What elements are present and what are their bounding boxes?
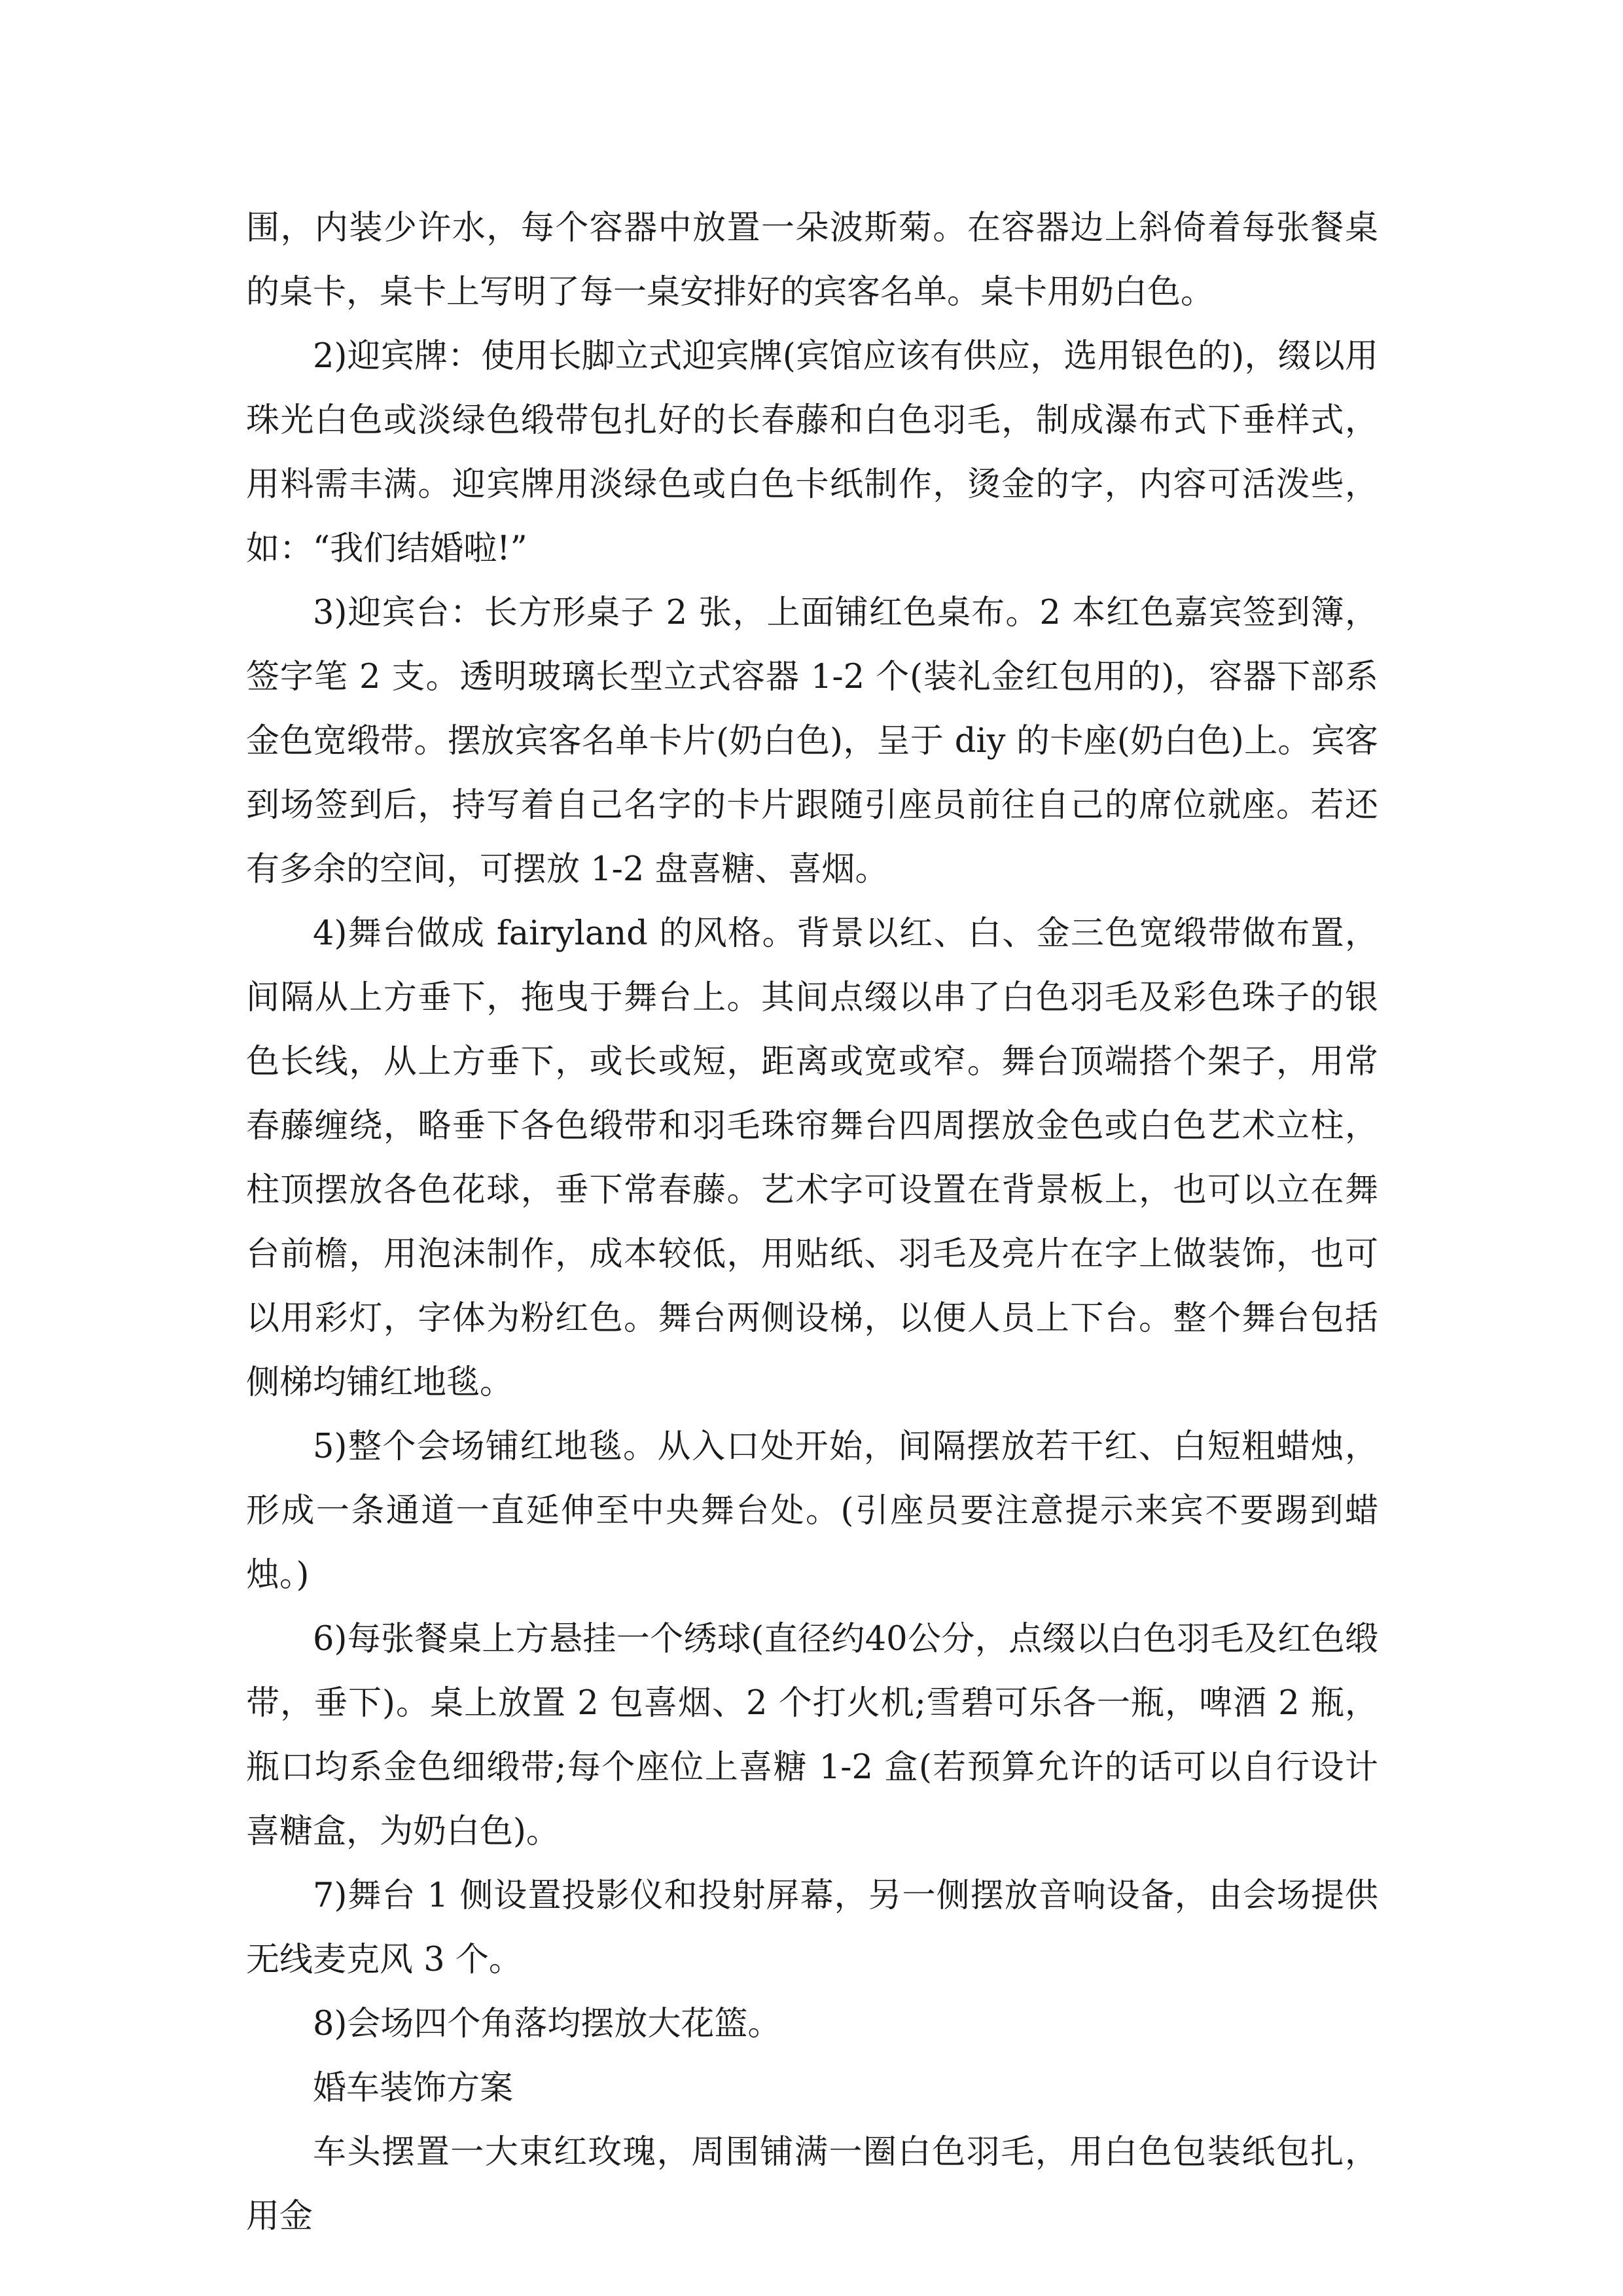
paragraph-table-decoration: 6)每张餐桌上方悬挂一个绣球(直径约40公分，点缀以白色羽毛及红色缎带，垂下)。桌上放置 2 包喜烟、2 个打火机;雪碧可乐各一瓶，啤酒 2 瓶，瓶口均系金色细缎带;每个座位上喜糖 1-2 盒(若预算允许的话可以自行设计喜糖盒，为奶白色)。: [246, 1620, 1378, 1851]
paragraph-av-equipment: 7)舞台 1 侧设置投影仪和投射屏幕，另一侧摆放音响设备，由会场提供无线麦克风 3 个。: [246, 1876, 1378, 1979]
document-body: [246, 196, 1378, 2249]
paragraph-stage-design: 4)舞台做成 fairyland 的风格。背景以红、白、金三色宽缎带做布置，间隔从上方垂下，拖曳于舞台上。其间点缀以串了白色羽毛及彩色珠子的银色长线，从上方垂下，或长或短，距离或宽或窄。舞台顶端搭个架子，用常春藤缠绕，略垂下各色缎带和羽毛珠帘舞台四周摆放金色或白色艺术立柱，柱顶摆放各色花球，垂下常春藤。艺术字可设置在背景板上，也可以立在舞台前檐，用泡沫制作，成本较低，用贴纸、羽毛及亮片在字上做装饰，也可以用彩灯，字体为粉红色。舞台两侧设梯，以便人员上下台。整个舞台包括侧梯均铺红地毯。: [246, 914, 1378, 1402]
paragraph-red-carpet: 5)整个会场铺红地毯。从入口处开始，间隔摆放若干红、白短粗蜡烛，形成一条通道一直延伸至中央舞台处。(引座员要注意提示来宾不要踢到蜡烛。): [246, 1427, 1378, 1594]
section-heading-wedding-car: 婚车装饰方案: [313, 2069, 514, 2108]
paragraph-wedding-car: 车头摆置一大束红玫瑰，周围铺满一圈白色羽毛，用白色包装纸包扎，用金: [246, 2133, 1378, 2236]
paragraph-flower-baskets: 8)会场四个角落均摆放大花篮。: [313, 2005, 781, 2043]
paragraph-reception-desk: 3)迎宾台：长方形桌子 2 张，上面铺红色桌布。2 本红色嘉宾签到簿，签字笔 2 支。透明玻璃长型立式容器 1-2 个(装礼金红包用的)，容器下部系金色宽缎带。摆放宾客名单卡片(奶白色)，呈于 diy 的卡座(奶白色)上。宾客到场签到后，持写着自己名字的卡片跟随引座员前往自己的席位就座。若还有多余的空间，可摆放 1-2 盘喜糖、喜烟。: [246, 594, 1378, 889]
paragraph-welcome-sign: 2)迎宾牌：使用长脚立式迎宾牌(宾馆应该有供应，选用银色的)，缀以用珠光白色或淡绿色缎带包扎好的长春藤和白色羽毛，制成瀑布式下垂样式，用料需丰满。迎宾牌用淡绿色或白色卡纸制作，烫金的字，内容可活泼些，如：“我们结婚啦!”: [246, 337, 1378, 568]
paragraph-table-cards: 围，内装少许水，每个容器中放置一朵波斯菊。在容器边上斜倚着每张餐桌的桌卡，桌卡上写明了每一桌安排好的宾客名单。桌卡用奶白色。: [246, 209, 1378, 312]
